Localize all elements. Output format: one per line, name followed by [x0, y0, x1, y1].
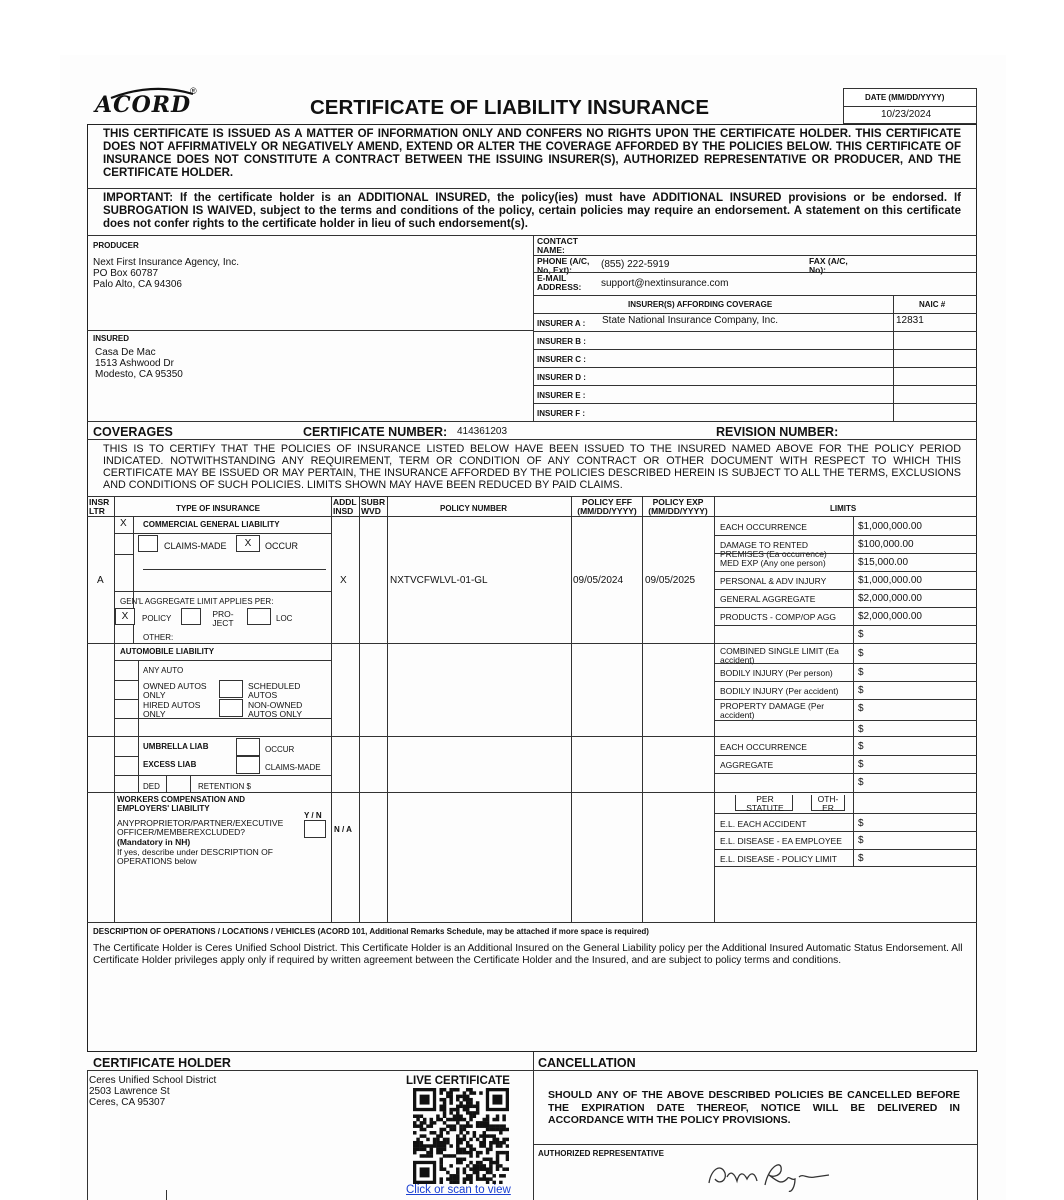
authorized-rep-label: AUTHORIZED REPRESENTATIVE: [538, 1149, 664, 1158]
coverage-statement: THIS IS TO CERTIFY THAT THE POLICIES OF INSURANCE LISTED BELOW HAVE BEEN ISSUED TO THE INSURED NAMED ABOVE FOR THE POLICY PERIOD INDICATED. NOTWITHSTANDING ANY REQUIREMENT, TERM OR CONDITION OF ANY CONTRACT OR OTHER DOCUMENT WITH RESPECT TO WHICH THIS CERTIFICATE MAY BE ISSUED OR MAY PERTAIN, THE INSURANCE AFFORDED BY THE POLICIES DESCRIBED HEREIN IS SUBJECT TO ALL THE TERMS, EXCLUSIONS AND CONDITIONS OF SUCH POLICIES. LIMITS SHOWN MAY HAVE BEEN REDUCED BY PAID CLAIMS.: [103, 443, 961, 491]
limit-value: $: [858, 667, 864, 678]
producer-address1: PO Box 60787: [93, 268, 159, 279]
naic-label: NAIC #: [919, 300, 946, 309]
gl-occur: OCCUR: [265, 541, 298, 551]
gl-agg-applies: GEN'L AGGREGATE LIMIT APPLIES PER:: [120, 597, 274, 606]
live-certificate-label: LIVE CERTIFICATE: [406, 1075, 510, 1087]
umbrella-occur: OCCUR: [265, 745, 295, 754]
coverages-label: COVERAGES: [93, 425, 173, 439]
insured-name: Casa De Mac: [95, 347, 156, 358]
limit-label: DAMAGE TO RENTED PREMISES (Ea occurrence): [720, 540, 827, 559]
col-type: TYPE OF INSURANCE: [176, 504, 261, 513]
auto-nonowned: NON-OWNED AUTOS ONLY: [248, 700, 303, 719]
gl-addl-x: X: [340, 575, 347, 586]
limit-label: PRODUCTS - COMP/OP AGG: [720, 612, 837, 622]
loc-checkbox[interactable]: [247, 608, 271, 625]
workers-per-statute: PER STATUTE: [746, 794, 784, 813]
gl-insr-letter: A: [97, 575, 104, 586]
gl-x-mark: X: [120, 518, 127, 529]
fax-label: FAX (A/C, No):: [809, 256, 848, 275]
limit-label: E.L. EACH ACCIDENT: [720, 819, 807, 829]
insured-address1: 1513 Ashwood Dr: [95, 358, 174, 369]
gl-policy-number: NXTVCFWLVL-01-GL: [390, 575, 488, 586]
limit-value: $: [858, 835, 864, 846]
occur-x: X: [244, 538, 252, 549]
limit-value: $: [858, 818, 864, 829]
limit-value: $: [858, 648, 864, 659]
workers-describe: If yes, describe under DESCRIPTION OF OPERATIONS below: [117, 847, 273, 866]
description-text: The Certificate Holder is Ceres Unified School District. This Certificate Holder is an Additional Insured on the General Liability policy per the Additional Insured Automatic Status Endorsement. All Certificate Holder privileges apply only if required by written agreement between the Certificate Holder and the Insured, and are subject to policy terms and conditions.: [93, 943, 963, 966]
phone-label: PHONE (A/C, No, Ext):: [537, 256, 590, 275]
limit-value: $: [858, 777, 864, 788]
project-checkbox[interactable]: [181, 608, 201, 625]
limit-value: $2,000,000.00: [858, 593, 922, 604]
workers-yn-checkbox[interactable]: [304, 820, 326, 838]
insured-address2: Modesto, CA 95350: [95, 369, 183, 380]
gl-loc: LOC: [276, 614, 293, 623]
cancellation-label: CANCELLATION: [538, 1056, 636, 1070]
limit-label: BODILY INJURY (Per accident): [720, 686, 839, 696]
insurers-header: INSURER(S) AFFORDING COVERAGE: [628, 300, 773, 309]
document-title: CERTIFICATE OF LIABILITY INSURANCE: [310, 96, 709, 119]
limit-label: GENERAL AGGREGATE: [720, 594, 816, 604]
view-link[interactable]: Click or scan to view: [406, 1184, 511, 1196]
acord-logo-text: ACORD: [95, 92, 192, 118]
col-exp: POLICY EXP (MM/DD/YYYY): [648, 497, 708, 516]
umbrella-claims: CLAIMS-MADE: [265, 763, 321, 772]
auto-hired: HIRED AUTOS ONLY: [143, 700, 201, 719]
limit-label: E.L. DISEASE - POLICY LIMIT: [720, 854, 837, 864]
registered-mark: ®: [190, 86, 197, 96]
umbrella-ded: DED: [143, 782, 160, 791]
limit-value: $: [858, 741, 864, 752]
limit-label: PROPERTY DAMAGE (Per accident): [720, 701, 825, 720]
col-eff: POLICY EFF (MM/DD/YYYY): [577, 497, 637, 516]
limit-label: BODILY INJURY (Per person): [720, 668, 833, 678]
limit-label: EACH OCCURRENCE: [720, 742, 807, 752]
producer-label: PRODUCER: [93, 241, 139, 250]
revision-number-label: REVISION NUMBER:: [716, 425, 839, 439]
gl-other: OTHER:: [143, 633, 174, 642]
qr-code-graphic: [413, 1088, 509, 1184]
umbrella-retention: RETENTION $: [198, 782, 251, 791]
gl-policy: POLICY: [142, 614, 172, 623]
notice-paragraph: THIS CERTIFICATE IS ISSUED AS A MATTER OF INFORMATION ONLY AND CONFERS NO RIGHTS UPON THE CERTIFICATE HOLDER. THIS CERTIFICATE DOES NOT AFFIRMATIVELY OR NEGATIVELY AMEND, EXTEND OR ALTER THE COVERAGE AFFORDED BY THE POLICIES BELOW. THIS CERTIFICATE OF INSURANCE DOES NOT CONSTITUTE A CONTRACT BETWEEN THE ISSUING INSURER(S), AUTHORIZED REPRESENTATIVE OR PRODUCER, AND THE CERTIFICATE HOLDER.: [103, 128, 961, 179]
limit-label: COMBINED SINGLE LIMIT (Ea accident): [720, 646, 839, 665]
limit-value: $: [858, 853, 864, 864]
authorized-signature: [703, 1155, 833, 1200]
limit-label: PERSONAL & ADV INJURY: [720, 576, 827, 586]
scheduled-checkbox[interactable]: [219, 680, 243, 698]
insurer-naic: 12831: [896, 315, 924, 326]
auto-scheduled: SCHEDULED AUTOS: [248, 681, 301, 700]
auto-any: ANY AUTO: [143, 666, 184, 675]
nonowned-checkbox[interactable]: [219, 699, 243, 717]
auto-title: AUTOMOBILE LIABILITY: [120, 647, 215, 656]
workers-title: WORKERS COMPENSATION AND EMPLOYERS' LIABILITY: [117, 795, 245, 813]
insurer-name: State National Insurance Company, Inc.: [602, 315, 779, 326]
limit-label: E.L. DISEASE - EA EMPLOYEE: [720, 836, 842, 846]
limit-label: MED EXP (Any one person): [720, 558, 826, 568]
umb-claims-checkbox[interactable]: [236, 756, 260, 774]
gl-title: COMMERCIAL GENERAL LIABILITY: [143, 520, 280, 529]
limit-value: $1,000,000.00: [858, 521, 922, 532]
workers-proprietor: ANYPROPRIETOR/PARTNER/EXECUTIVE OFFICER/MEMBEREXCLUDED?: [117, 818, 284, 837]
holder-label: CERTIFICATE HOLDER: [93, 1056, 231, 1070]
gl-claims-made: CLAIMS-MADE: [164, 541, 227, 551]
limit-value: $: [858, 685, 864, 696]
holder-address2: Ceres, CA 95307: [89, 1097, 166, 1108]
col-insr-ltr: INSR LTR: [89, 497, 110, 516]
auto-owned: OWNED AUTOS ONLY: [143, 681, 207, 700]
producer-address2: Palo Alto, CA 94306: [93, 279, 182, 290]
limit-value: $: [858, 703, 864, 714]
email-value[interactable]: support@nextinsurance.com: [601, 278, 729, 289]
workers-other: OTH- ER: [817, 794, 839, 813]
insured-label: INSURED: [93, 334, 130, 343]
policy-x: X: [121, 611, 129, 622]
signature-graphic: [703, 1155, 833, 1195]
limit-label: AGGREGATE: [720, 760, 774, 770]
limit-value: $15,000.00: [858, 557, 909, 568]
claims-made-checkbox[interactable]: [138, 535, 158, 552]
umbrella-label: UMBRELLA LIAB: [143, 742, 209, 751]
certificate-number: 414361203: [457, 426, 508, 437]
policy-checkbox[interactable]: [115, 608, 135, 625]
holder-address1: 2503 Lawrence St: [89, 1086, 170, 1097]
email-label: E-MAIL ADDRESS:: [537, 273, 582, 292]
insurer-label: INSURER F :: [537, 409, 585, 418]
workers-yn: Y / N: [304, 811, 322, 820]
umb-occur-checkbox[interactable]: [236, 738, 260, 756]
gl-exp-date: 09/05/2025: [645, 575, 696, 586]
insurer-label: INSURER B :: [537, 337, 586, 346]
limit-label: EACH OCCURRENCE: [720, 522, 807, 532]
date-box: [843, 88, 977, 124]
gl-eff-date: 09/05/2024: [573, 575, 624, 586]
limit-value: $: [858, 724, 864, 735]
insurer-label: INSURER E :: [537, 391, 586, 400]
holder-name: Ceres Unified School District: [89, 1075, 217, 1086]
col-policy-number: POLICY NUMBER: [440, 504, 507, 513]
workers-na: N / A: [334, 825, 352, 834]
insurer-label: INSURER C :: [537, 355, 586, 364]
limit-value: $: [858, 629, 864, 640]
limit-value: $100,000.00: [858, 539, 914, 550]
occur-checkbox[interactable]: [236, 535, 260, 552]
excess-label: EXCESS LIAB: [143, 760, 197, 769]
col-limits: LIMITS: [830, 504, 857, 513]
limit-value: $2,000,000.00: [858, 611, 922, 622]
qr-code-icon[interactable]: [413, 1088, 509, 1184]
col-addl: ADDL INSD: [333, 497, 357, 516]
producer-name: Next First Insurance Agency, Inc.: [93, 257, 239, 268]
certificate-number-label: CERTIFICATE NUMBER:: [303, 425, 448, 439]
important-paragraph: IMPORTANT: If the certificate holder is an ADDITIONAL INSURED, the policy(ies) must have ADDITIONAL INSURED provisions or be endorsed. If SUBROGATION IS WAIVED, subject to the terms and conditions of the policy, certain policies may require an endorsement. A statement on this certificate does not confer rights to the certificate holder in lieu of such endorsement(s).: [103, 192, 961, 230]
date-value: 10/23/2024: [881, 109, 932, 120]
limit-value: $1,000,000.00: [858, 575, 922, 586]
description-label: DESCRIPTION OF OPERATIONS / LOCATIONS / VEHICLES (ACORD 101, Additional Remarks Schedule, may be attached if more space is required): [93, 927, 649, 936]
workers-mandatory: (Mandatory in NH): [117, 837, 191, 847]
contact-name-label: CONTACT NAME:: [537, 236, 578, 255]
acord-logo: [93, 84, 203, 124]
gl-project: PRO- JECT: [212, 609, 234, 628]
col-subr: SUBR WVD: [361, 497, 386, 516]
phone-value: (855) 222-5919: [601, 259, 670, 270]
insurer-label: INSURER A :: [537, 319, 586, 328]
cancellation-text: SHOULD ANY OF THE ABOVE DESCRIBED POLICIES BE CANCELLED BEFORE THE EXPIRATION DATE THEREOF, NOTICE WILL BE DELIVERED IN ACCORDANCE WITH THE POLICY PROVISIONS.: [548, 1089, 960, 1126]
date-label: DATE (MM/DD/YYYY): [865, 93, 945, 102]
insurer-label: INSURER D :: [537, 373, 586, 382]
limit-value: $: [858, 759, 864, 770]
